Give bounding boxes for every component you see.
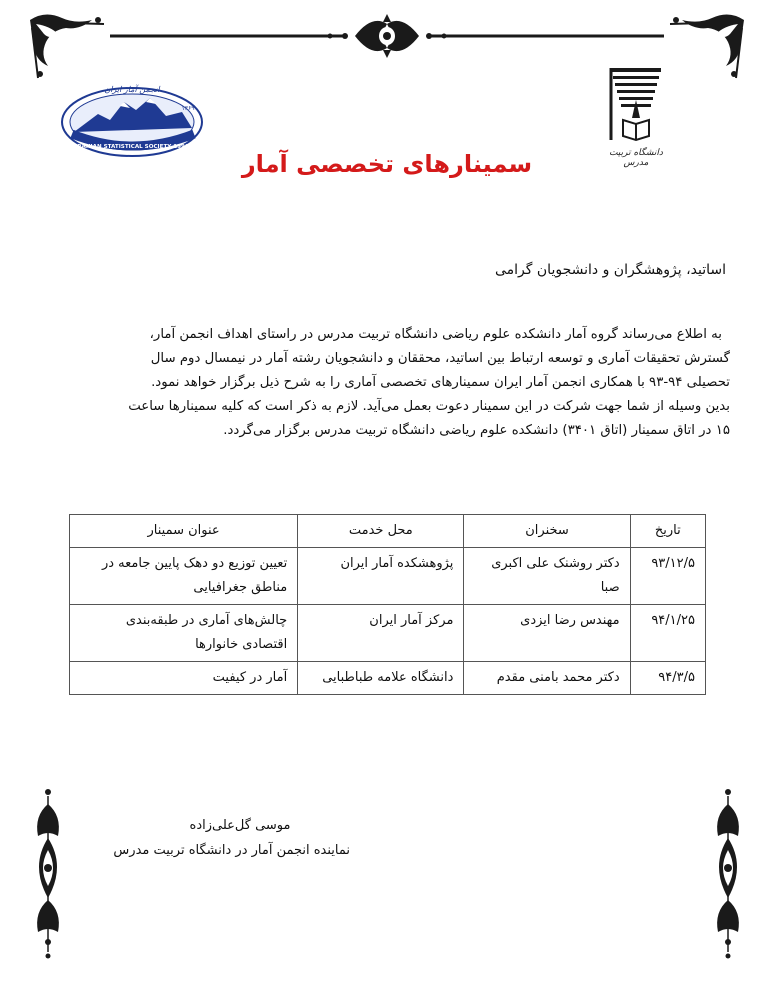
paragraph-line: تحصیلی ۹۴-۹۳ با همکاری انجمن آمار ایران سمینارهای تخصصی آماری را به شرح ذیل برگزار خواهد نمود. [151,375,730,390]
paragraph-line: به اطلاع می‌رساند گروه آمار دانشکده علوم ریاضی دانشگاه تربیت مدرس در راستای اهداف انجمن آمار، [149,327,722,342]
header-date: تاریخ [630,515,705,548]
svg-text:۱۳۶۹: ۱۳۶۹ [181,105,195,112]
greeting-line: اساتید، پژوهشگران و دانشجویان گرامی [495,262,726,278]
cell-date: ۹۴/۱/۲۵ [630,605,705,662]
svg-text:انجمن آمار ایران: انجمن آمار ایران [104,85,160,94]
cell-place: مرکز آمار ایران [298,605,464,662]
table-row [70,662,706,695]
cell-date: ۹۴/۳/۵ [630,662,705,695]
header-place: محل خدمت [298,515,464,548]
signatory-role: نماینده انجمن آمار در دانشگاه تربیت مدرس [113,843,350,858]
svg-text:IRANIAN STATISTICAL SOCIETY 19: IRANIAN STATISTICAL SOCIETY 1990 [75,144,189,150]
university-name-caption: دانشگاه تربیت مدرس [609,148,663,168]
cell-title: چالش‌های آماری در طبقه‌بندی اقتصادی خانوارها [70,605,298,662]
paragraph-line: ۱۵ در اتاق سمینار (اتاق ۳۴۰۱) دانشکده علوم ریاضی دانشگاه تربیت مدرس برگزار می‌گردد. [223,423,730,438]
table-header-row [70,515,706,548]
cell-speaker: دکتر روشنک علی اکبری صبا [464,548,630,605]
announcement-paragraph [44,323,730,443]
floral-ornament-icon [328,14,447,58]
vertical-floral-ornament-icon [28,786,68,962]
paragraph-line: گسترش تحقیقات آماری و توسعه ارتباط بین اساتید، محققان و دانشجویان رشته آمار در نیمسال دوم سال [150,351,730,366]
cell-title: تعیین توزیع دو دهک پایین جامعه در مناطق جغرافیایی [70,548,298,605]
cell-speaker: دکتر محمد بامنی مقدم [464,662,630,695]
iranian-statistical-society-logo [58,78,206,160]
paragraph-line: بدین وسیله از شما جهت شرکت در این سمینار دعوت بعمل می‌آید. لازم به ذکر است که کلیه سمینارها ساعت [128,399,730,414]
corner-floral-icon [670,14,744,78]
cell-speaker: مهندس رضا ایزدی [464,605,630,662]
header-speaker: سخنران [464,515,630,548]
cell-date: ۹۳/۱۲/۵ [630,548,705,605]
table-row [70,605,706,662]
header-title: عنوان سمینار [70,515,298,548]
cell-place: پژوهشکده آمار ایران [298,548,464,605]
corner-floral-icon [30,14,104,78]
vertical-floral-ornament-icon [708,786,748,962]
cell-place: دانشگاه علامه طباطبایی [298,662,464,695]
page-title: سمینارهای تخصصی آمار [241,150,533,178]
cell-title: آمار در کیفیت [70,662,298,695]
signatory-name: موسی گل‌علی‌زاده [189,818,291,833]
table-row [70,548,706,605]
seminar-schedule-table [69,514,706,695]
